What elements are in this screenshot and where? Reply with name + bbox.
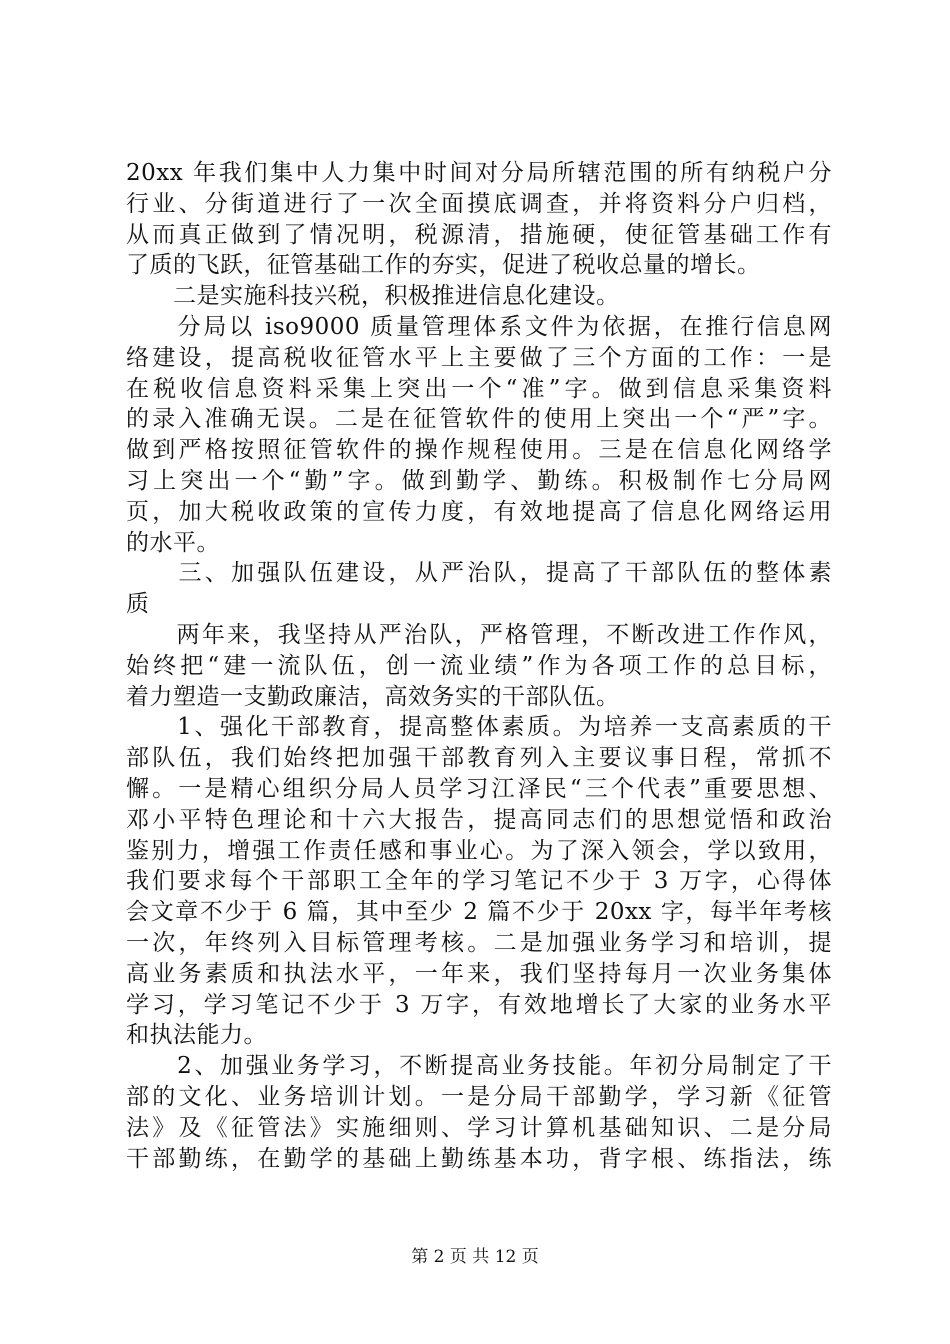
text-line: 分局以 iso9000 质量管理体系文件为依据，在推行信息网 (126, 313, 832, 340)
text-line: 会文章不少于 6 篇，其中至少 2 篇不少于 20xx 字，每半年考核 (126, 899, 832, 926)
text-line: 两年来，我坚持从严治队，严格管理，不断改进工作作风， (126, 621, 832, 648)
text-line: 高业务素质和执法水平，一年来，我们坚持每月一次业务集体 (126, 960, 832, 987)
text-line: 行业、分街道进行了一次全面摸底调查，并将资料分户归档， (126, 190, 832, 217)
text-line: 邓小平特色理论和十六大报告，提高同志们的思想觉悟和政治 (126, 806, 832, 833)
section-heading: 三、加强队伍建设，从严治队，提高了干部队伍的整体素 (126, 560, 832, 587)
text-line: 20xx 年我们集中人力集中时间对分局所辖范围的所有纳税户分 (126, 160, 832, 186)
text-line: 了质的飞跃，征管基础工作的夯实，促进了税收总量的增长。 (126, 252, 761, 279)
text-line: 做到严格按照征管软件的操作规程使用。三是在信息化网络学 (126, 437, 832, 464)
text-line: 1、强化干部教育，提高整体素质。为培养一支高素质的干 (126, 714, 832, 741)
text-line: 和执法能力。 (126, 1022, 267, 1049)
text-line: 我们要求每个干部职工全年的学习笔记不少于 3 万字，心得体 (126, 868, 832, 895)
text-line: 始终把“建一流队伍，创一流业绩”作为各项工作的总目标， (126, 652, 832, 679)
text-line: 一次，年终列入目标管理考核。二是加强业务学习和培训，提 (126, 929, 832, 956)
text-line: 的录入准确无误。二是在征管软件的使用上突出一个“严”字。 (126, 406, 832, 433)
text-line: 着力塑造一支勤政廉洁，高效务实的干部队伍。 (126, 683, 620, 710)
text-line: 络建设，提高税收征管水平上主要做了三个方面的工作：一是 (126, 344, 832, 371)
text-line: 鉴别力，增强工作责任感和事业心。为了深入领会，学以致用， (126, 837, 832, 864)
section-heading: 二是实施科技兴税，积极推进信息化建设。 (126, 283, 620, 310)
text-line: 部的文化、业务培训计划。一是分局干部勤学，学习新《征管 (126, 1083, 832, 1110)
text-line: 学习，学习笔记不少于 3 万字，有效地增长了大家的业务水平 (126, 991, 832, 1018)
body-text (126, 158, 832, 1174)
text-line: 部队伍，我们始终把加强干部教育列入主要议事日程，常抓不 (126, 745, 832, 772)
text-line: 习上突出一个“勤”字。做到勤学、勤练。积极制作七分局网 (126, 467, 832, 494)
text-line: 的水平。 (126, 529, 220, 556)
text-line: 2、加强业务学习，不断提高业务技能。年初分局制定了干 (126, 1053, 832, 1080)
text-line: 法》及《征管法》实施细则、学习计算机基础知识、二是分局 (126, 1114, 832, 1141)
section-heading: 质 (126, 591, 150, 618)
text-line: 在税收信息资料采集上突出一个“准”字。做到信息采集资料 (126, 375, 832, 402)
text-line: 从而真正做到了情况明，税源清，措施硬，使征管基础工作有 (126, 221, 832, 248)
text-line: 干部勤练，在勤学的基础上勤练基本功，背字根、练指法，练 (126, 1145, 832, 1172)
page-number-footer: 第 2 页 共 12 页 (411, 1247, 539, 1267)
text-line: 页，加大税收政策的宣传力度，有效地提高了信息化网络运用 (126, 498, 832, 525)
text-line: 懈。一是精心组织分局人员学习江泽民“三个代表”重要思想、 (126, 775, 832, 802)
